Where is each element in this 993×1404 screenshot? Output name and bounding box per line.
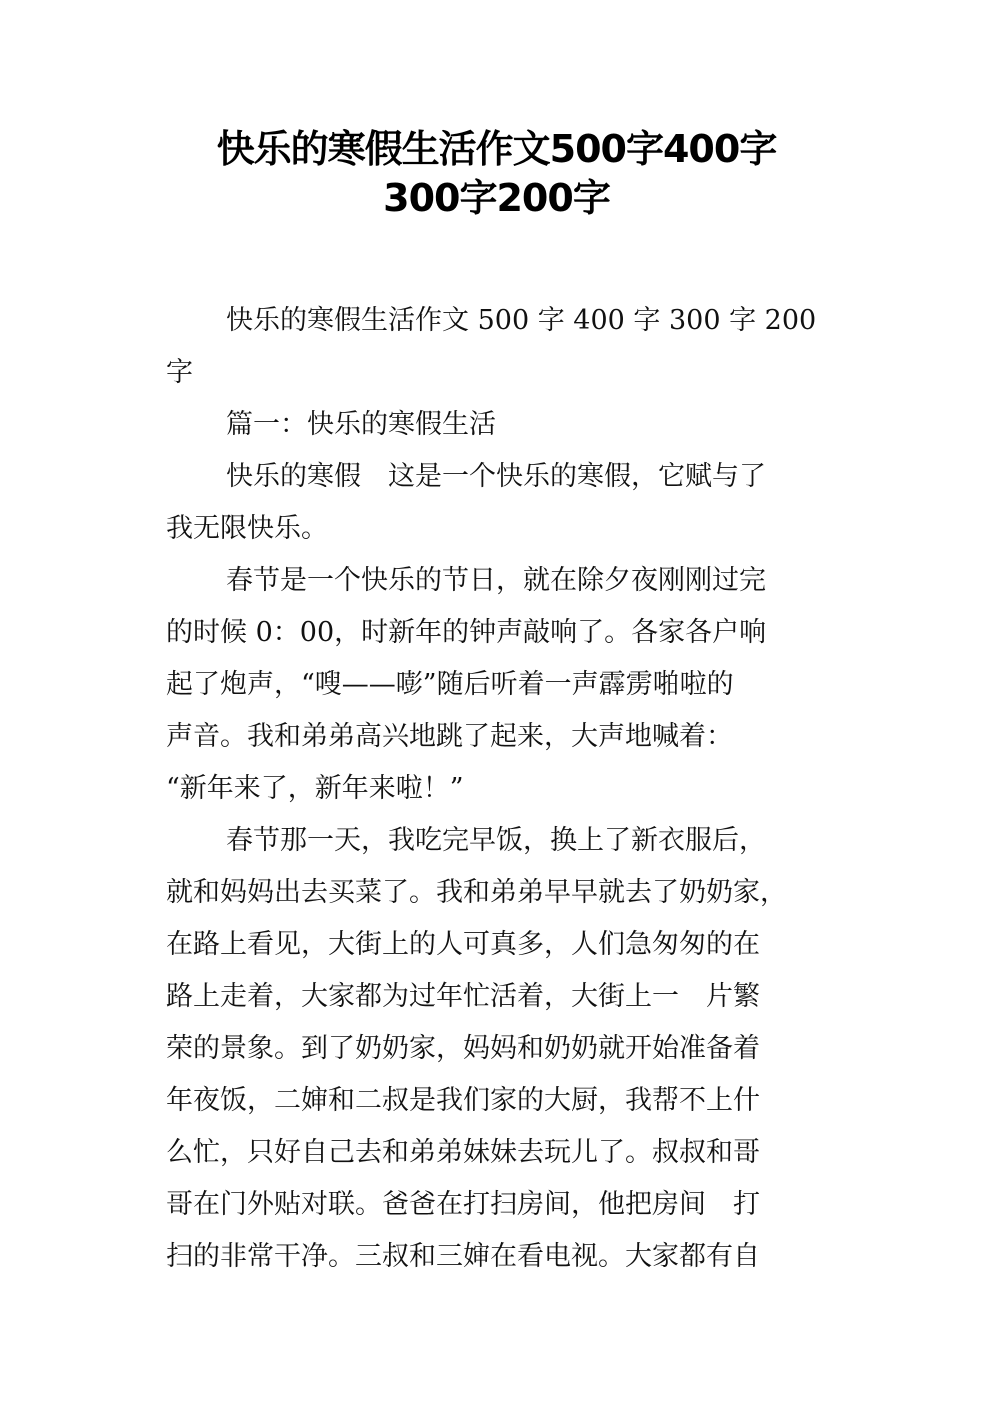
body-text-line: 哥在门外贴对联。爸爸在打扫房间，他把房间 打 bbox=[166, 1189, 760, 1220]
body-text-line: 声音。我和弟弟高兴地跳了起来，大声地喊着： bbox=[166, 721, 733, 752]
body-text-line: 起了炮声，“嗖——嘭”随后听着一声霹雳啪啦的 bbox=[166, 669, 734, 700]
body-text-line: 路上走着，大家都为过年忙活着，大街上一 片繁 bbox=[166, 981, 760, 1012]
body-text-line: 快乐的寒假生活作文 500 字 400 字 300 字 200 bbox=[226, 305, 817, 336]
body-text-line: 春节是一个快乐的节日，就在除夕夜刚刚过完 bbox=[226, 565, 766, 596]
body-text-line: 扫的非常干净。三叔和三婶在看电视。大家都有自 bbox=[166, 1241, 760, 1272]
document-title-line-2: 300字200字 bbox=[383, 176, 610, 220]
body-text-line: 么忙，只好自己去和弟弟妹妹去玩儿了。叔叔和哥 bbox=[166, 1137, 760, 1168]
body-text-line: 春节那一天，我吃完早饭，换上了新衣服后， bbox=[226, 825, 766, 856]
body-text-line: 篇一：快乐的寒假生活 bbox=[226, 409, 496, 440]
body-text-line: 年夜饭，二婶和二叔是我们家的大厨，我帮不上什 bbox=[166, 1085, 760, 1116]
body-text-line: 我无限快乐。 bbox=[166, 513, 328, 544]
body-text-line: 字 bbox=[166, 357, 193, 388]
body-text-line: 在路上看见，大街上的人可真多，人们急匆匆的在 bbox=[166, 929, 760, 960]
body-text-line: “新年来了，新年来啦！” bbox=[166, 773, 464, 804]
body-text-line: 就和妈妈出去买菜了。我和弟弟早早就去了奶奶家， bbox=[166, 877, 787, 908]
body-text-line: 快乐的寒假 这是一个快乐的寒假，它赋与了 bbox=[226, 461, 766, 492]
body-text-line: 的时候 0：00，时新年的钟声敲响了。各家各户响 bbox=[166, 617, 767, 648]
document-title-line-1: 快乐的寒假生活作文500字400字 bbox=[216, 127, 777, 171]
body-text-line: 荣的景象。到了奶奶家，妈妈和奶奶就开始准备着 bbox=[166, 1033, 760, 1064]
